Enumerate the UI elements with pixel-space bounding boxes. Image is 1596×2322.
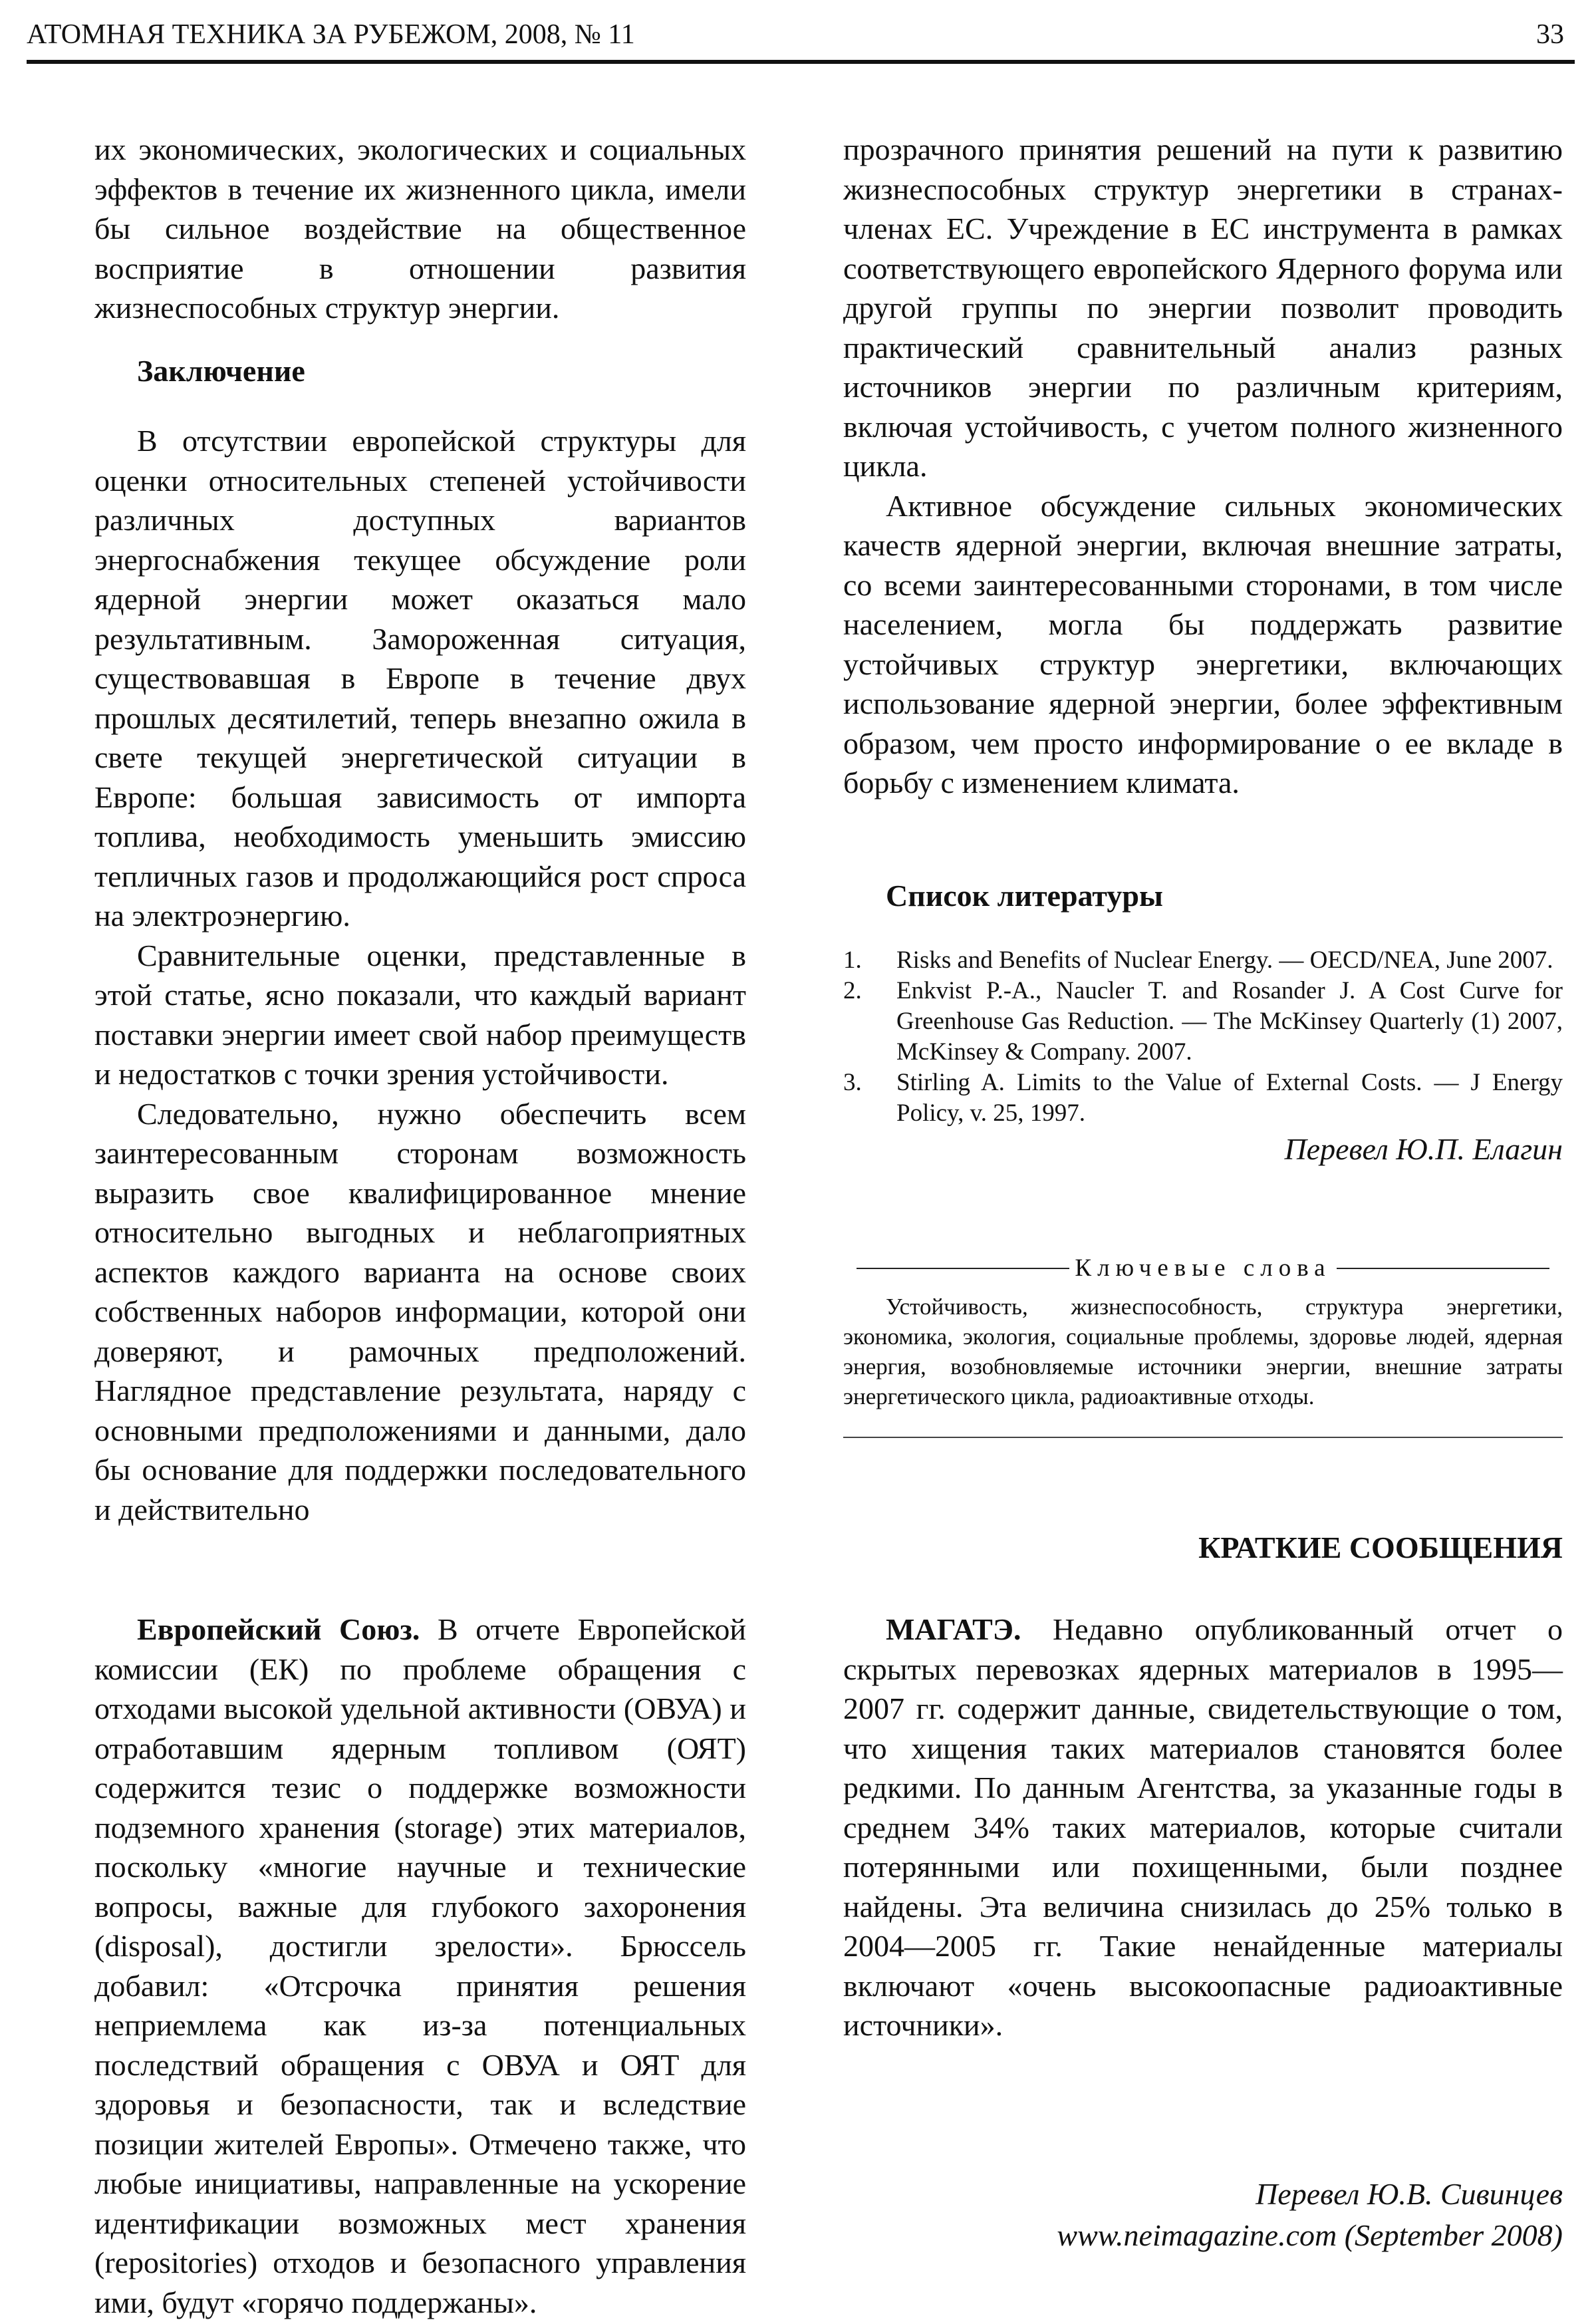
- references-section: [843, 878, 1563, 1167]
- reference-number: 2.: [843, 977, 862, 1004]
- paragraph: их экономических, экологических и социальных эффектов в течение их жизненного цикла, имели бы сильное воздействие на общественное восприятие в отношении развития жизнеспособных структур энергии.: [94, 132, 746, 325]
- news-lead: МАГАТЭ.: [886, 1612, 1021, 1646]
- news-source: www.neimagazine.com (September 2008): [1057, 2218, 1563, 2252]
- article-left-column: [94, 130, 746, 1529]
- keywords-title-row: [843, 1254, 1563, 1282]
- paragraph: прозрачного принятия решений на пути к развитию жизнеспособных структур энергетики в странах-членах ЕС. Учреждение в ЕС инструмента в рамках соответствующего европейского Ядерного форума или другой группы по энергии позволит проводить практический сравнительный анализ разных источников энергии по различным критериям, включая устойчивость, с учетом полного жизненного цикла.: [843, 132, 1563, 483]
- divider: [1337, 1268, 1549, 1269]
- conclusion-heading: Заключение: [137, 353, 305, 388]
- news-text: В отчете Европейской комиссии (ЕК) по проблеме обращения с отходами высокой удельной активности (ОВУА) и отработавшим ядерным топливом (ОЯТ) содержится тезис о поддержке возможности подземного хранения (storage) этих материалов, поскольку «многие научные и технические вопросы, важные для глубокого захоронения (disposal), достигли зрелости». Брюссель добавил: «Отсрочка принятия решения неприемлема как из-за потенциальных последствий обращения с ОВУА и ОЯТ для здоровья и безопасности, так и вследствие позиции жителей Европы». Отмечено также, что любые инициативы, направленные на ускорение идентификации возможных мест хранения (repositories) отходов и безопасного управления ими, будут «горячо поддержаны».: [94, 1612, 746, 2319]
- brief-news-title: КРАТКИЕ СООБЩЕНИЯ: [1198, 1530, 1563, 1564]
- paragraph: В отсутствии европейской структуры для оценки относительных степеней устойчивости различных доступных вариантов энергоснабжения текущее обсуждение роли ядерной энергии может оказаться мало результативным. Замороженная ситуация, существовавшая в Европе в течение двух прошлых десятилетий, теперь внезапно ожила в свете текущей энергетической ситуации в Европе: большая зависимость от импорта топлива, необходимость уменьшить эмиссию тепличных газов и продолжающийся рост спроса на электроэнергию.: [94, 424, 746, 933]
- paragraph: Сравнительные оценки, представленные в этой статье, ясно показали, что каждый вариант поставки энергии имеет свой набор преимуществ и недостатков с точки зрения устойчивости.: [94, 938, 746, 1091]
- header-divider: [27, 60, 1575, 64]
- reference-item: [843, 1068, 1563, 1129]
- page-number: 33: [1536, 19, 1564, 50]
- news-lead: Европейский Союз.: [137, 1612, 420, 1646]
- journal-title: АТОМНАЯ ТЕХНИКА ЗА РУБЕЖОМ, 2008, № 11: [27, 19, 635, 50]
- news-iaea: [843, 1610, 1563, 2045]
- references-list: [843, 945, 1563, 1129]
- keywords-text: Устойчивость, жизнеспособность, структура энергетики, экономика, экология, социальные проблемы, здоровье людей, ядерная энергия, возобновляемые источники энергии, внешние затраты энергетического цикла, радиоактивные отходы.: [843, 1294, 1563, 1409]
- paragraph: Активное обсуждение сильных экономических качеств ядерной энергии, включая внешние затраты, со всеми заинтересованными сторонами, в том числе населением, могла бы поддержать развитие устойчивых структур энергетики, включающих использование ядерной энергии, более эффективным образом, чем просто информирование о ее вкладе в борьбу с изменением климата.: [843, 488, 1563, 799]
- reference-text: Risks and Benefits of Nuclear Energy. — OECD/NEA, June 2007.: [896, 946, 1553, 974]
- news-translator: Перевел Ю.В. Сивинцев: [1256, 2177, 1563, 2211]
- reference-item: [843, 945, 1563, 976]
- keywords-box: [843, 1254, 1563, 1438]
- reference-text: Enkvist P.-A., Naucler T. and Rosander J. A Cost Curve for Greenhouse Gas Reduction. — The McKinsey Quarterly (1) 2007, McKinsey & Company. 2007.: [896, 977, 1563, 1066]
- news-eu: [94, 1610, 746, 2322]
- reference-number: 1.: [843, 946, 862, 974]
- references-heading: Список литературы: [886, 879, 1163, 913]
- keywords-bottom-rule: [843, 1437, 1563, 1438]
- news-paragraph: [94, 1610, 746, 2322]
- article-right-column: [843, 130, 1563, 803]
- divider: [857, 1268, 1069, 1269]
- article-translator: Перевел Ю.П. Елагин: [1284, 1132, 1563, 1166]
- paragraph: Следовательно, нужно обеспечить всем заинтересованным сторонам возможность выразить свое квалифицированное мнение относительно выгодных и неблагоприятных аспектов каждого варианта на основе своих собственных наборов информации, которой они доверяют, и рамочных предположений. Наглядное представление результата, наряду с основными предположениями и данными, дало бы основание для поддержки последовательного и действительно: [94, 1096, 746, 1526]
- reference-item: [843, 976, 1563, 1068]
- reference-number: 3.: [843, 1069, 862, 1096]
- news-text: Недавно опубликованный отчет о скрытых перевозках ядерных материалов в 1995—2007 гг. содержит данные, свидетельствующие о том, что хищения таких материалов становятся более редкими. По данным Агентства, за указанные годы в среднем 34% таких материалов, которые считали потерянными или похищенными, были позднее найдены. Эта величина снизилась до 25% только в 2004—2005 гг. Такие ненайденные материалы включают «очень высокоопасные радиоактивные источники».: [843, 1612, 1563, 2042]
- news-paragraph: [843, 1610, 1563, 2045]
- keywords-title: Ключевые слова: [1075, 1254, 1331, 1282]
- reference-text: Stirling A. Limits to the Value of External Costs. — J Energy Policy, v. 25, 1997.: [896, 1069, 1563, 1127]
